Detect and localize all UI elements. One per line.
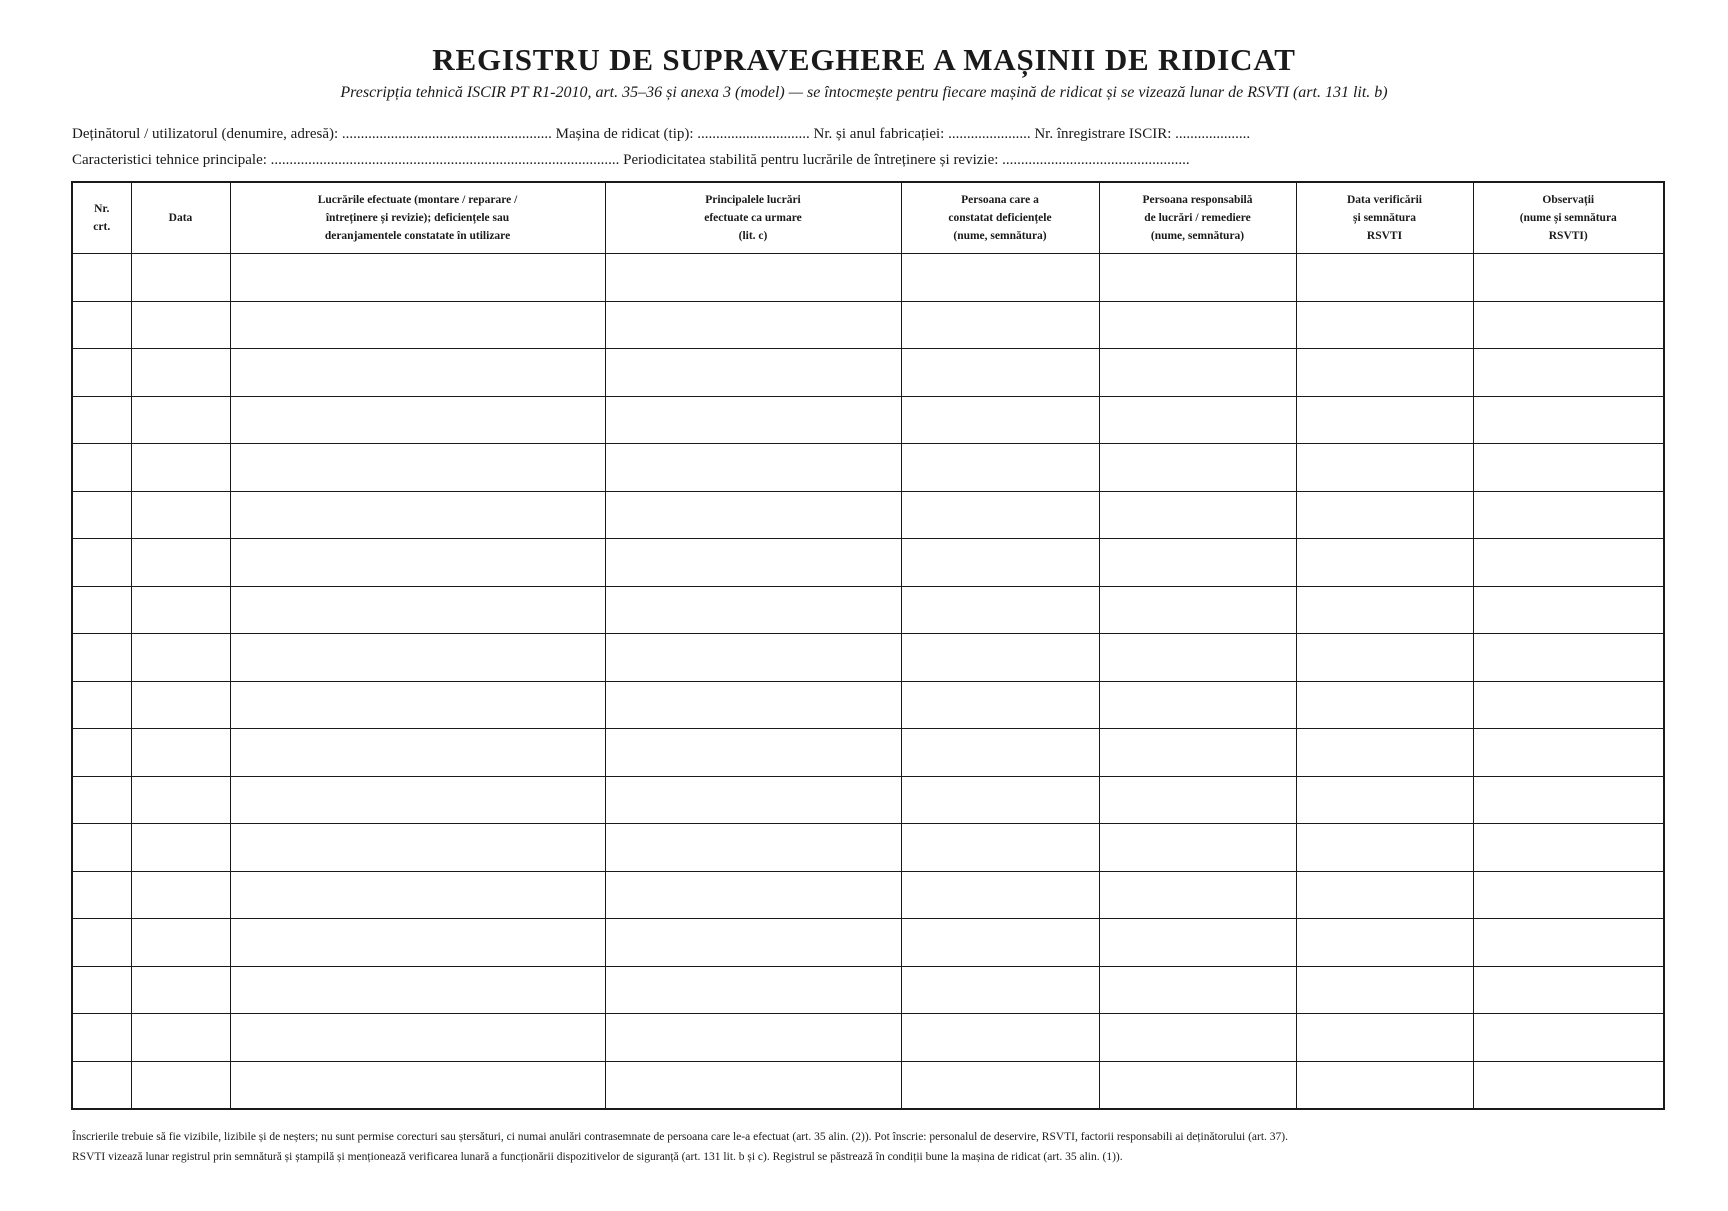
cell-observations[interactable] xyxy=(1473,919,1664,967)
cell-main-works[interactable] xyxy=(605,1014,901,1062)
cell-main-works[interactable] xyxy=(605,919,901,967)
cell-date[interactable] xyxy=(131,586,230,634)
cell-rsvti-check[interactable] xyxy=(1296,1014,1473,1062)
cell-observations[interactable] xyxy=(1473,871,1664,919)
cell-observations[interactable] xyxy=(1473,634,1664,682)
table-row xyxy=(72,491,1664,539)
cell-observations[interactable] xyxy=(1473,491,1664,539)
cell-finder[interactable] xyxy=(901,254,1099,302)
cell-observations[interactable] xyxy=(1473,824,1664,872)
cell-main-works[interactable] xyxy=(605,824,901,872)
cell-date[interactable] xyxy=(131,966,230,1014)
cell-works[interactable] xyxy=(230,966,605,1014)
table-row xyxy=(72,919,1664,967)
cell-observations[interactable] xyxy=(1473,254,1664,302)
cell-works[interactable] xyxy=(230,301,605,349)
cell-date[interactable] xyxy=(131,444,230,492)
cell-nr[interactable] xyxy=(72,776,131,824)
cell-nr[interactable] xyxy=(72,871,131,919)
cell-responsible[interactable] xyxy=(1099,586,1296,634)
cell-rsvti-check[interactable] xyxy=(1296,1061,1473,1109)
cell-date[interactable] xyxy=(131,1014,230,1062)
cell-observations[interactable] xyxy=(1473,681,1664,729)
cell-observations[interactable] xyxy=(1473,776,1664,824)
cell-main-works[interactable] xyxy=(605,729,901,777)
footer-notes xyxy=(72,1127,1662,1167)
cell-nr[interactable] xyxy=(72,681,131,729)
cell-responsible[interactable] xyxy=(1099,824,1296,872)
column-header-works-deficiencies: Lucrările efectuate (montare / reparare / întreținere și revizie); deficiențele sau deranjamentele constatate în utilizare xyxy=(230,182,605,254)
cell-works[interactable] xyxy=(230,1014,605,1062)
cell-main-works[interactable] xyxy=(605,349,901,397)
cell-works[interactable] xyxy=(230,254,605,302)
cell-rsvti-check[interactable] xyxy=(1296,681,1473,729)
document-title: REGISTRU DE SUPRAVEGHERE A MAȘINII DE RIDICAT xyxy=(432,42,1296,77)
table-row xyxy=(72,634,1664,682)
cell-rsvti-check[interactable] xyxy=(1296,396,1473,444)
cell-main-works[interactable] xyxy=(605,634,901,682)
cell-finder[interactable] xyxy=(901,871,1099,919)
cell-finder[interactable] xyxy=(901,396,1099,444)
cell-works[interactable] xyxy=(230,824,605,872)
cell-responsible[interactable] xyxy=(1099,444,1296,492)
column-header-observations: Observații (nume și semnătura RSVTI) xyxy=(1473,182,1664,254)
column-header-finder: Persoana care a constatat deficiențele (nume, semnătura) xyxy=(901,182,1099,254)
cell-main-works[interactable] xyxy=(605,254,901,302)
cell-date[interactable] xyxy=(131,634,230,682)
column-header-responsible: Persoana responsabilă de lucrări / remediere (nume, semnătura) xyxy=(1099,182,1296,254)
cell-finder[interactable] xyxy=(901,919,1099,967)
cell-finder[interactable] xyxy=(901,1061,1099,1109)
cell-date[interactable] xyxy=(131,539,230,587)
cell-works[interactable] xyxy=(230,729,605,777)
cell-rsvti-check[interactable] xyxy=(1296,491,1473,539)
cell-date[interactable] xyxy=(131,349,230,397)
cell-rsvti-check[interactable] xyxy=(1296,966,1473,1014)
cell-nr[interactable] xyxy=(72,1014,131,1062)
cell-responsible[interactable] xyxy=(1099,919,1296,967)
cell-nr[interactable] xyxy=(72,919,131,967)
cell-nr[interactable] xyxy=(72,729,131,777)
table-row xyxy=(72,824,1664,872)
cell-rsvti-check[interactable] xyxy=(1296,254,1473,302)
table-row xyxy=(72,586,1664,634)
table-header-row xyxy=(72,182,1664,254)
cell-rsvti-check[interactable] xyxy=(1296,824,1473,872)
cell-responsible[interactable] xyxy=(1099,871,1296,919)
cell-rsvti-check[interactable] xyxy=(1296,871,1473,919)
cell-finder[interactable] xyxy=(901,1014,1099,1062)
cell-nr[interactable] xyxy=(72,1061,131,1109)
cell-date[interactable] xyxy=(131,824,230,872)
cell-works[interactable] xyxy=(230,491,605,539)
cell-responsible[interactable] xyxy=(1099,776,1296,824)
footnote-line: Înscrierile trebuie să fie vizibile, lizibile și de neșters; nu sunt permise corecturi sau ștersături, ci numai anulări contrasemnate de persoana care le-a efectuat (art. 35 alin. (2)). Pot înscrie: personalul de deservire, RSVTI, factorii responsabili ai deținătorului (art. 37). xyxy=(72,1131,1288,1143)
cell-rsvti-check[interactable] xyxy=(1296,729,1473,777)
cell-finder[interactable] xyxy=(901,349,1099,397)
cell-main-works[interactable] xyxy=(605,396,901,444)
cell-responsible[interactable] xyxy=(1099,681,1296,729)
cell-works[interactable] xyxy=(230,586,605,634)
cell-rsvti-check[interactable] xyxy=(1296,586,1473,634)
cell-main-works[interactable] xyxy=(605,776,901,824)
cell-rsvti-check[interactable] xyxy=(1296,919,1473,967)
table-row xyxy=(72,396,1664,444)
cell-nr[interactable] xyxy=(72,824,131,872)
cell-finder[interactable] xyxy=(901,444,1099,492)
cell-date[interactable] xyxy=(131,301,230,349)
cell-nr[interactable] xyxy=(72,634,131,682)
cell-finder[interactable] xyxy=(901,824,1099,872)
cell-responsible[interactable] xyxy=(1099,1061,1296,1109)
cell-finder[interactable] xyxy=(901,634,1099,682)
table-row xyxy=(72,349,1664,397)
cell-observations[interactable] xyxy=(1473,1061,1664,1109)
cell-observations[interactable] xyxy=(1473,729,1664,777)
table-row xyxy=(72,681,1664,729)
cell-date[interactable] xyxy=(131,729,230,777)
table-row xyxy=(72,871,1664,919)
cell-rsvti-check[interactable] xyxy=(1296,634,1473,682)
cell-works[interactable] xyxy=(230,444,605,492)
table-row xyxy=(72,1014,1664,1062)
column-header-main-works: Principalele lucrări efectuate ca urmare (lit. c) xyxy=(605,182,901,254)
cell-observations[interactable] xyxy=(1473,396,1664,444)
owner-machine-field-line: Deținătorul / utilizatorul (denumire, adresă): ........................................................ Mașina de ridicat (tip): .............................. Nr. și anul fabricației: ...................... Nr. înregistrare ISCIR: .................... xyxy=(72,126,1251,142)
cell-finder[interactable] xyxy=(901,586,1099,634)
table-row xyxy=(72,254,1664,302)
cell-nr[interactable] xyxy=(72,966,131,1014)
cell-date[interactable] xyxy=(131,776,230,824)
cell-responsible[interactable] xyxy=(1099,301,1296,349)
cell-observations[interactable] xyxy=(1473,301,1664,349)
document-subtitle: Prescripția tehnică ISCIR PT R1-2010, art. 35–36 și anexa 3 (model) — se întocmește pentru fiecare mașină de ridicat și se vizează lunar de RSVTI (art. 131 lit. b) xyxy=(340,84,1388,101)
cell-finder[interactable] xyxy=(901,491,1099,539)
cell-nr[interactable] xyxy=(72,254,131,302)
cell-finder[interactable] xyxy=(901,539,1099,587)
cell-main-works[interactable] xyxy=(605,871,901,919)
column-header-nr: Nr. crt. xyxy=(72,182,131,254)
cell-nr[interactable] xyxy=(72,444,131,492)
cell-rsvti-check[interactable] xyxy=(1296,349,1473,397)
cell-works[interactable] xyxy=(230,919,605,967)
cell-nr[interactable] xyxy=(72,396,131,444)
cell-nr[interactable] xyxy=(72,586,131,634)
cell-date[interactable] xyxy=(131,491,230,539)
cell-finder[interactable] xyxy=(901,966,1099,1014)
cell-responsible[interactable] xyxy=(1099,634,1296,682)
cell-responsible[interactable] xyxy=(1099,491,1296,539)
cell-date[interactable] xyxy=(131,396,230,444)
characteristics-field-line: Caracteristici tehnice principale: ............................................................................................. Periodicitatea stabilită pentru lucrările de întreținere și revizie: .................................................. xyxy=(72,152,1190,168)
cell-rsvti-check[interactable] xyxy=(1296,539,1473,587)
cell-works[interactable] xyxy=(230,349,605,397)
cell-main-works[interactable] xyxy=(605,966,901,1014)
cell-observations[interactable] xyxy=(1473,586,1664,634)
table-row xyxy=(72,301,1664,349)
cell-observations[interactable] xyxy=(1473,539,1664,587)
register-body xyxy=(72,254,1664,1110)
cell-date[interactable] xyxy=(131,254,230,302)
cell-date[interactable] xyxy=(131,681,230,729)
cell-main-works[interactable] xyxy=(605,1061,901,1109)
cell-main-works[interactable] xyxy=(605,301,901,349)
header-fields xyxy=(72,121,1662,173)
cell-observations[interactable] xyxy=(1473,444,1664,492)
footnote-line: RSVTI vizează lunar registrul prin semnătură și ștampilă și menționează verificarea lunară a funcționării dispozitivelor de siguranță (art. 131 lit. b și c). Registrul se păstrează în condiții bune la mașina de ridicat (art. 35 alin. (1)). xyxy=(72,1151,1123,1163)
cell-works[interactable] xyxy=(230,396,605,444)
cell-responsible[interactable] xyxy=(1099,539,1296,587)
cell-date[interactable] xyxy=(131,1061,230,1109)
cell-finder[interactable] xyxy=(901,729,1099,777)
supervision-register-table xyxy=(71,181,1665,1110)
cell-finder[interactable] xyxy=(901,301,1099,349)
cell-nr[interactable] xyxy=(72,349,131,397)
cell-nr[interactable] xyxy=(72,539,131,587)
cell-rsvti-check[interactable] xyxy=(1296,776,1473,824)
cell-responsible[interactable] xyxy=(1099,966,1296,1014)
cell-works[interactable] xyxy=(230,1061,605,1109)
table-row xyxy=(72,1061,1664,1109)
cell-date[interactable] xyxy=(131,919,230,967)
table-row xyxy=(72,444,1664,492)
cell-works[interactable] xyxy=(230,539,605,587)
column-header-date: Data xyxy=(131,182,230,254)
cell-main-works[interactable] xyxy=(605,491,901,539)
cell-works[interactable] xyxy=(230,634,605,682)
cell-observations[interactable] xyxy=(1473,349,1664,397)
cell-responsible[interactable] xyxy=(1099,396,1296,444)
column-header-rsvti-check: Data verificării și semnătura RSVTI xyxy=(1296,182,1473,254)
table-row xyxy=(72,729,1664,777)
table-row xyxy=(72,539,1664,587)
table-row xyxy=(72,966,1664,1014)
cell-responsible[interactable] xyxy=(1099,729,1296,777)
cell-finder[interactable] xyxy=(901,776,1099,824)
cell-main-works[interactable] xyxy=(605,539,901,587)
cell-responsible[interactable] xyxy=(1099,254,1296,302)
cell-rsvti-check[interactable] xyxy=(1296,444,1473,492)
cell-main-works[interactable] xyxy=(605,681,901,729)
cell-finder[interactable] xyxy=(901,681,1099,729)
cell-observations[interactable] xyxy=(1473,966,1664,1014)
table-row xyxy=(72,776,1664,824)
cell-responsible[interactable] xyxy=(1099,349,1296,397)
cell-works[interactable] xyxy=(230,681,605,729)
cell-observations[interactable] xyxy=(1473,1014,1664,1062)
cell-rsvti-check[interactable] xyxy=(1296,301,1473,349)
cell-date[interactable] xyxy=(131,871,230,919)
cell-works[interactable] xyxy=(230,871,605,919)
cell-nr[interactable] xyxy=(72,491,131,539)
cell-works[interactable] xyxy=(230,776,605,824)
cell-main-works[interactable] xyxy=(605,586,901,634)
cell-nr[interactable] xyxy=(72,301,131,349)
cell-main-works[interactable] xyxy=(605,444,901,492)
cell-responsible[interactable] xyxy=(1099,1014,1296,1062)
